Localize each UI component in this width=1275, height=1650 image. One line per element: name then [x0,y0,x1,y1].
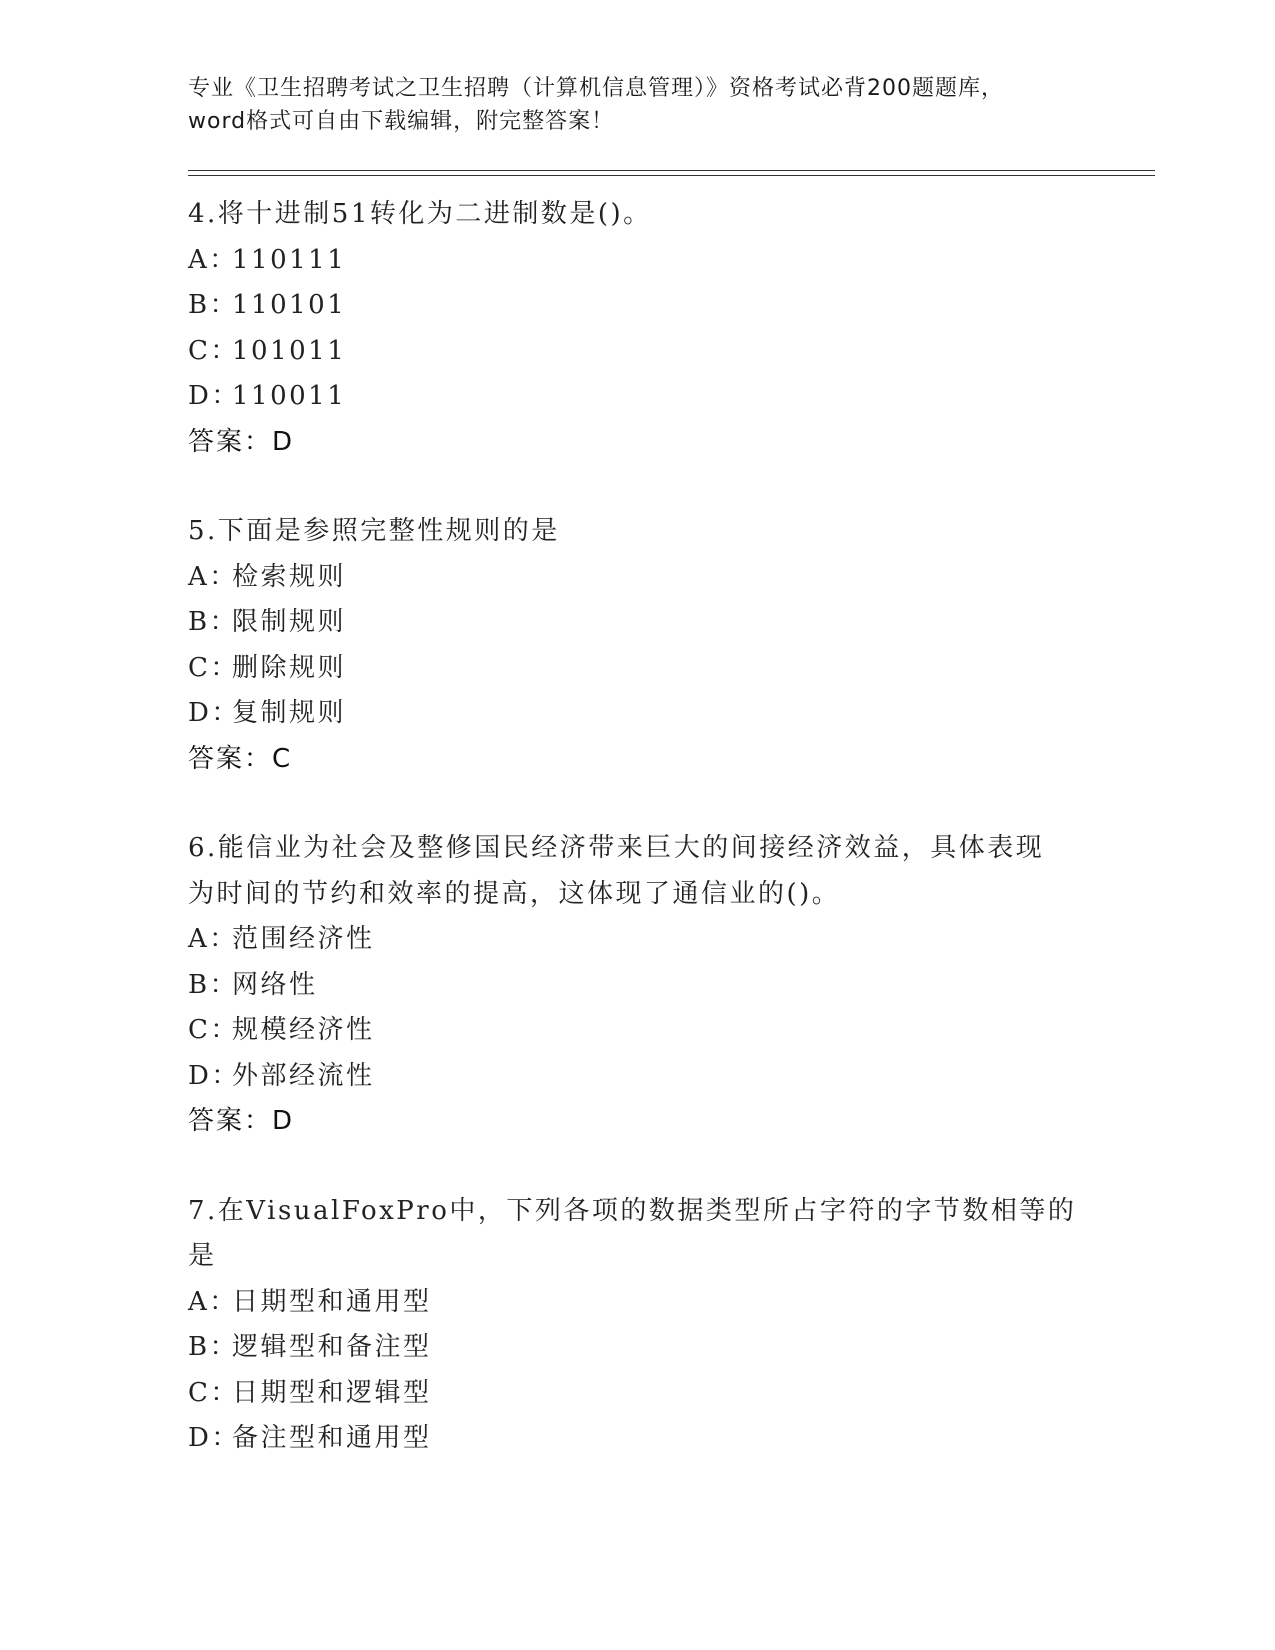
option-text: 逻辑型和备注型 [232,1332,432,1362]
question-stem: 7.在VisualFoxPro中，下列各项的数据类型所占字符的字节数相等的 [188,1195,1077,1226]
option-key: C： [188,1015,239,1045]
option-key: A： [188,924,238,954]
option-key: D： [188,381,240,411]
option-text: 110101 [232,290,347,320]
answer-line: 答案：D [188,1106,295,1136]
option-text: 范围经济性 [232,924,375,954]
option-key: C： [188,335,239,366]
option-d [188,1416,1148,1462]
question-stem: 4.将十进制51转化为二进制数是()。 [188,199,652,229]
option-b [188,600,1148,646]
option-a [188,555,1148,601]
option-text: 日期型和通用型 [232,1286,432,1317]
document-header [188,72,1088,138]
option-key: A： [188,561,238,592]
question-stem-continued: 是 [188,1241,217,1271]
question-6 [188,826,1148,1145]
question-stem: 5.下面是参照完整性规则的是 [188,516,560,546]
option-c [188,646,1148,692]
option-c [188,1008,1148,1054]
option-text: 110111 [232,244,347,275]
question-4 [188,192,1148,465]
question-list [188,192,1148,1506]
option-text: 外部经流性 [232,1060,375,1091]
header-divider-top [188,170,1155,171]
option-b [188,963,1148,1009]
option-key: D： [188,1423,240,1453]
option-text: 限制规则 [232,607,347,637]
header-divider-bottom [188,175,1155,176]
option-key: A： [188,1286,238,1317]
option-d [188,691,1148,737]
header-line-2: word格式可自由下载编辑，附完整答案！ [188,109,615,134]
option-b [188,1325,1148,1371]
option-text: 110011 [232,381,347,411]
answer-line: 答案：C [188,743,293,774]
option-key: D： [188,698,240,728]
option-text: 101011 [232,335,347,366]
option-text: 网络性 [232,969,318,1000]
option-a [188,1280,1148,1326]
option-b [188,283,1148,329]
option-c [188,329,1148,375]
option-text: 规模经济性 [232,1015,375,1045]
option-text: 删除规则 [232,652,347,683]
option-text: 检索规则 [232,561,347,592]
option-text: 备注型和通用型 [232,1423,432,1453]
option-key: B： [188,969,239,1000]
option-key: B： [188,290,239,320]
option-text: 复制规则 [232,698,347,728]
header-line-1: 专业《卫生招聘考试之卫生招聘（计算机信息管理）》资格考试必背200题题库， [188,76,1004,101]
option-a [188,238,1148,284]
option-key: B： [188,1332,239,1362]
option-a [188,917,1148,963]
option-d [188,374,1148,420]
question-5 [188,509,1148,782]
option-key: D： [188,1060,240,1091]
option-key: A： [188,244,238,275]
question-7 [188,1189,1148,1462]
question-stem-continued: 为时间的节约和效率的提高，这体现了通信业的()。 [188,878,841,909]
answer-line: 答案：D [188,426,295,457]
option-d [188,1054,1148,1100]
option-key: C： [188,652,239,683]
question-stem: 6.能信业为社会及整修国民经济带来巨大的间接经济效益，具体表现 [188,833,1045,863]
option-key: B： [188,607,239,637]
option-key: C： [188,1377,239,1408]
option-text: 日期型和逻辑型 [232,1377,432,1408]
option-c [188,1371,1148,1417]
